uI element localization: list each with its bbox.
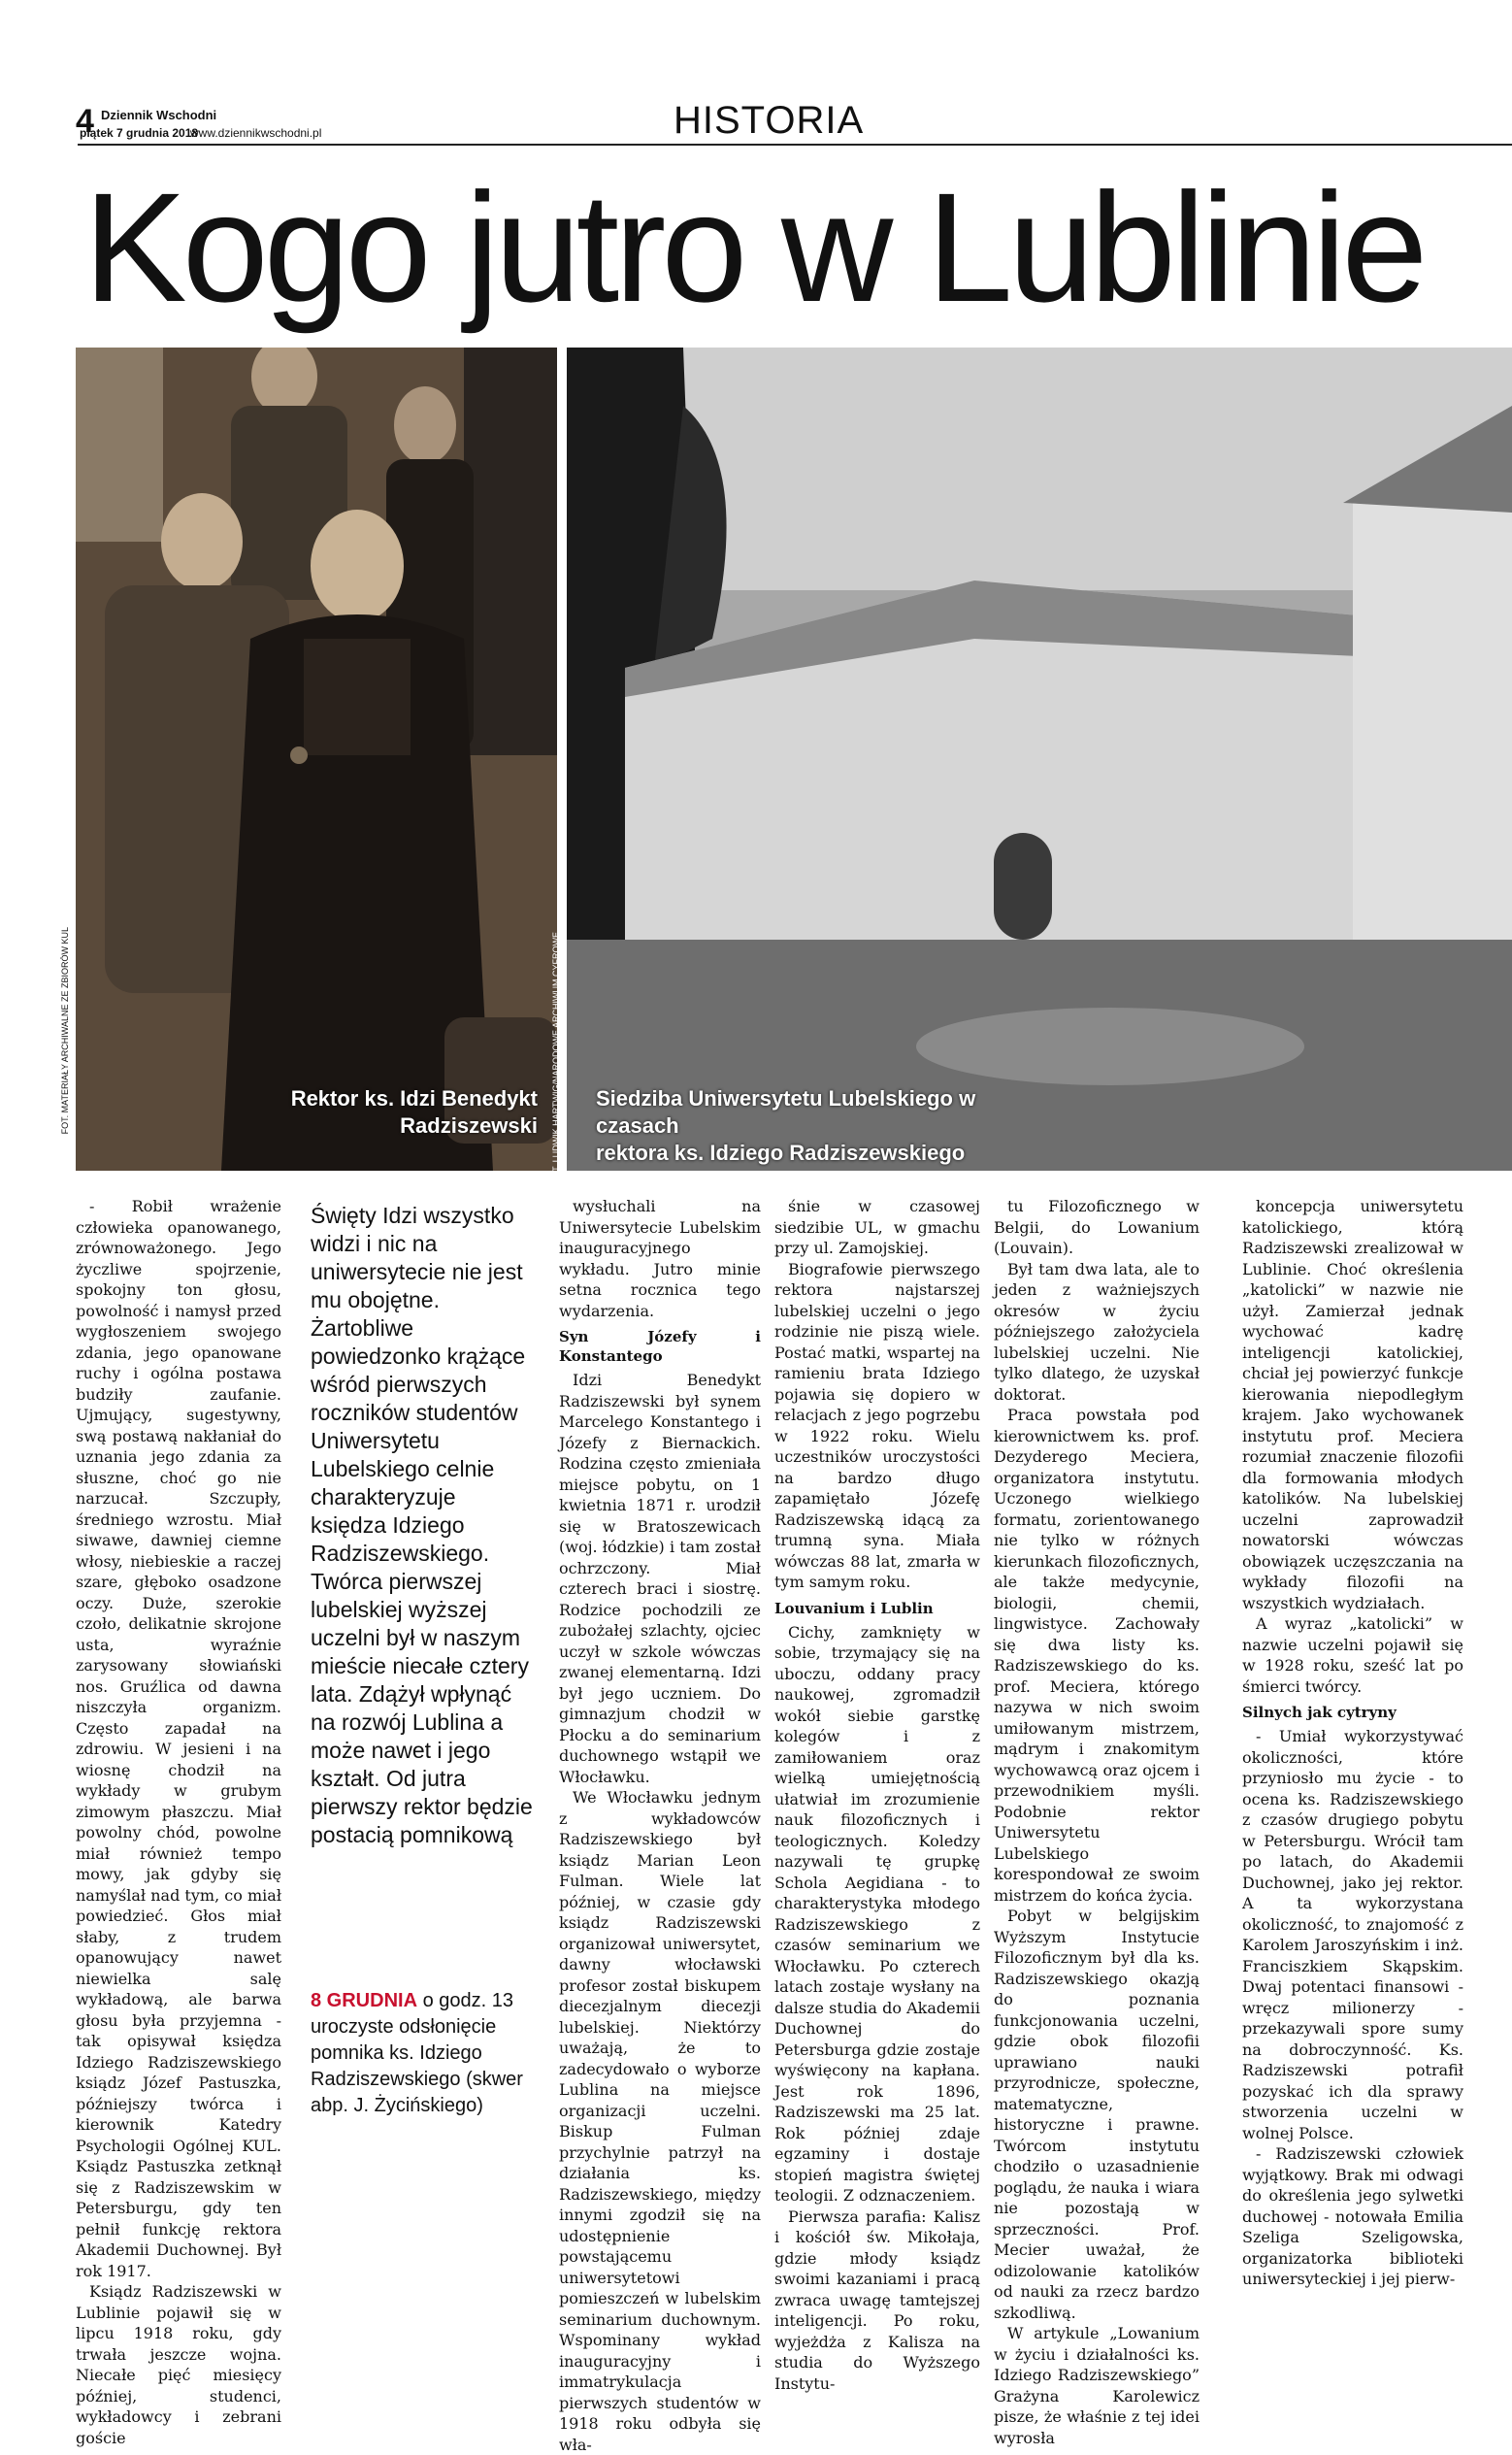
subheading: Syn Józefy i Konstantego	[559, 1328, 761, 1365]
right-caption-line2: rektora ks. Idziego Radziszewskiego	[596, 1141, 966, 1165]
paragraph: tu Filozoficznego w Belgii, do Lowanium (Louvain).	[994, 1197, 1200, 1257]
paragraph: - Umiał wykorzystywać okoliczności, które przyniosło mu życie - to ocena ks. Radziszewskiego z czasów drugiego pobytu w Petersburgu. Wrócił tam po latach, do Akademii Duchownej, jako jej rektor. A ta wykorzystana okoliczność, to znajomość z Karolem Jaroszyńskim i inż. Franciszkiem Skąpskim. Dwaj potentaci finansowi - wręcz milionerzy - przekazywali spore sumy na dobroczynność. Ks. Radziszewski potrafił pozyskać ich dla sprawy stworzenia uczelni w wolnej Polsce.	[1242, 1727, 1463, 2142]
paragraph: wysłuchali na Uniwersytecie Lubelskim inauguracyjnego wykładu. Jutro minie setna rocznica tego wydarzenia.	[559, 1197, 761, 1320]
subheading: Silnych jak cytryny	[1242, 1704, 1397, 1721]
paragraph: We Włocławku jednym z wykładowców Radziszewskiego był ksiądz Marian Leon Fulman. Wiele lat później, w czasie gdy ksiądz Radziszewski organizował uniwersytet, dawny włocławski profesor został biskupem diecezjalnym diecezji lubelskiej. Niektórzy uważają, że to zadecydowało o wyborze Lublina na miejsce organizacji uczelni. Biskup Fulman przychylnie patrzył na działania ks. Radziszewskiego, między innymi zgodził się na udostępnienie powstającemu uniwersytetowi pomieszczeń w lubelskim seminarium duchownym. Wspominany wykład inauguracyjny i immatrykulacja pierwszych studentów w 1918 roku odbyła się wła-	[559, 1788, 761, 2454]
left-photo-credit: FOT. MATERIAŁY ARCHIWALNE ZE ZBIORÓW KUL	[60, 927, 70, 1135]
left-caption-line1: Rektor ks. Idzi Benedykt	[290, 1086, 538, 1111]
university-building-photo	[567, 348, 1512, 1171]
paragraph: - Robił wrażenie człowieka opanowanego, zrównoważonego. Jego życzliwe spojrzenie, spokojny ton głosu, powolność i namysł przed wygłoszeniem swojego zdania, jego opanowane ruchy i ogólna postawa budziły zaufanie. Ujmujący, sugestywny, swą postawą nakłaniał do uznania jego zdania za słuszne, choć go nie narzucał. Szczupły, średniego wzrostu. Miał siwawe, dawniej ciemne włosy, niebieskie a raczej szare, głęboko osadzone oczy. Duże, szerokie czoło, delikatnie skrojone usta, wyraźnie zarysowany słowiański nos. Gruźlica od dawna niszczyła organizm. Często zapadał na zdrowiu. W jesieni i na wiosnę chodził na wykłady w grubym zimowym płaszczu. Miał powolny chód, powolne miał również tempo mowy, jak gdyby się namyślał nad tym, co miał powiedzieć. Głos miał słaby, z trudem opanowujący nawet niewielka salę wykładową, ale barwa głosu była przyjemna - tak opisywał księdza Idziego Radziszewskiego ksiądz Józef Pastuszka, późniejszy twórca i kierownik Katedry Psychologii Ogólnej KUL. Ksiądz Pastuszka zetknął się z Radziszewskim w Petersburgu, gdy ten pełnił funkcję rektora Akademii Duchownej. Był rok 1917.	[76, 1197, 281, 2280]
event-date: 8 GRUDNIA	[311, 1990, 418, 2011]
event-notice	[311, 1988, 543, 2119]
website-link[interactable]: www.dziennikwschodni.pl	[190, 126, 322, 140]
portrait-illustration	[76, 348, 557, 1171]
article-column-6	[1242, 1196, 1463, 2290]
event-text: o godz. 13 uroczyste odsłonięcie pomnika ks. Idziego Radziszewskiego (skwer abp. J. Życińskiego)	[311, 1990, 523, 2116]
article-column-5	[994, 1196, 1200, 2448]
paragraph: W artykule „Lowanium w życiu i działalności ks. Idziego Radziszewskiego” Grażyna Karolewicz pisze, że właśnie z tej idei wyrosła	[994, 2324, 1200, 2447]
publication-name: Dziennik Wschodni	[101, 108, 217, 122]
right-photo-credit: FOT. LUDWIK HARTWIG/NARODOWE ARCHIWUM CYFROWE	[551, 932, 561, 1184]
paragraph: Praca powstała pod kierownictwem ks. prof. Dezyderego Meciera, organizatora instytutu. Uczonego wielkiego formatu, zorientowanego nie tylko w różnych kierunkach filozoficznych, ale także medycynie, biologii, chemii, lingwistyce. Zachowały się dwa listy ks. Radziszewskiego do ks. prof. Meciera, którego nazywa w nich swoim umiłowanym mistrzem, mądrym i znakomitym wychowawcą oraz ojcem i przewodnikiem myśli. Podobnie rektor Uniwersytetu Lubelskiego korespondował ze swoim mistrzem do końca życia.	[994, 1406, 1200, 1905]
paragraph: Pobyt w belgijskim Wyższym Instytucie Filozoficznym był dla ks. Radziszewskiego okazją do poznania funkcjonowania uczelni, gdzie obok filozofii uprawiano nauki przyrodnicze, społeczne, matematyczne, historyczne i prawne. Twórcom instytutu chodziło o uzasadnienie poglądu, że nauka i wiara nie pozostają w sprzeczności. Prof. Mecier uważał, że odizolowanie katolików od nauki za rzecz bardzo szkodliwą.	[994, 1907, 1200, 2322]
header-rule	[78, 144, 1512, 146]
paragraph: - Radziszewski człowiek wyjątkowy. Brak mi odwagi do określenia jego sylwetki duchowej - notowała Emilia Szeliga Szeligowska, organizatorka biblioteki uniwersyteckiej i jej pierw-	[1242, 2144, 1463, 2288]
paragraph: Cichy, zamknięty w sobie, trzymający się na uboczu, oddany pracy naukowej, zgromadził wokół siebie garstkę kolegów i z zamiłowaniem oraz wielką umiejętnością ułatwiał im zrozumienie nauk filozoficznych i teologicznych. Koledzy nazywali tę grupkę Schola Aegidiana - to charakterystyka młodego Radziszewskiego z czasów seminarium we Włocławku. Po czterech latach zostaje wysłany na dalsze studia do Akademii Duchownej do Petersburga gdzie zostaje wyświęcony na kapłana. Jest rok 1896, Radziszewski ma 25 lat. Rok później zdaje egzaminy i dostaje stopień magistra świętej teologii. Z odznaczeniem.	[774, 1622, 980, 2205]
right-caption-line1: Siedziba Uniwersytetu Lubelskiego w czasach	[596, 1086, 976, 1138]
issue-date: piątek 7 grudnia 2018	[80, 126, 199, 140]
paragraph: Ksiądz Radziszewski w Lublinie pojawił się w lipcu 1918 roku, gdy trwała jeszcze wojna. Niecałe pięć miesięcy później, studenci, wykładowcy i zebrani goście	[76, 2282, 281, 2447]
left-photo-caption	[285, 1085, 538, 1140]
paragraph: Był tam dwa lata, ale to jeden z ważniejszych okresów w życiu późniejszego założyciela lubelskiej uczelni. Nie tylko dlatego, że uzyskał doktorat.	[994, 1259, 1200, 1404]
left-caption-line2: Radziszewski	[400, 1113, 538, 1138]
right-photo-caption	[596, 1085, 1023, 1167]
paragraph: Biografowie pierwszego rektora najstarszej lubelskiej uczelni o jego rodzinie nie piszą wiele. Postać matki, wspartej na ramieniu brata Idziego pojawia się dopiero w relacjach z jego pogrzebu w 1922 roku. Wielu uczestników uroczystości na bardzo długo zapamiętało Józefę Radziszewską idącą za trumną syna. Miała wówczas 88 lat, zmarła w tym samym roku.	[774, 1259, 980, 1591]
paragraph: Pierwsza parafia: Kalisz i kościół św. Mikołaja, gdzie młody ksiądz swoimi kazaniami i pracą zwraca uwagę tamtejszej inteligencji. Po roku, wyjeżdża z Kalisza na studia do Wyższego Instytu-	[774, 2206, 980, 2393]
headline: Kogo jutro w Lublinie	[83, 160, 1424, 334]
page-number: 4	[76, 103, 94, 140]
paragraph: koncepcja uniwersytetu katolickiego, którą Radziszewski zrealizował w Lublinie. Choć określenia „katolicki” w nazwie nie użył. Zamierzał jednak wychować kadrę inteligencji katolickiej, chciał jej powierzyć funkcje kierowania niepodległym krajem. Jako wychowanek instytutu prof. Meciera rozumiał znaczenie filozofii dla formowania młodych katolików. Na lubelskiej uczelni zaprowadził nowatorski wówczas obowiązek uczęszczania na wykłady filozofii na wszystkich wydziałach.	[1242, 1197, 1463, 1612]
lead-quote: Święty Idzi wszystko widzi i nic na uniwersytecie nie jest mu obojętne. Żartobliwe powiedzonko krążące wśród pierwszych roczników studentów Uniwersytetu Lubelskiego celnie charakteryzuje księdza Idziego Radziszewskiego. Twórca pierwszej lubelskiej wyższej uczelni był w naszym mieście niecałe cztery lata. Zdążył wpłynąć na rozwój Lublina a może nawet i jego kształt. Od jutra pierwszy rektor będzie postacią pomnikową	[311, 1203, 533, 1847]
paragraph: A wyraz „katolicki” w nazwie uczelni pojawił się w 1928 roku, sześć lat po śmierci twórcy.	[1242, 1614, 1463, 1696]
paragraph: śnie w czasowej siedzibie UL, w gmachu przy ul. Zamojskiej.	[774, 1197, 980, 1257]
section-title: HISTORIA	[674, 99, 865, 142]
paragraph: Idzi Benedykt Radziszewski był synem Marcelego Konstantego i Józefy z Biernackich. Rodzina często zmieniała miejsce pobytu, on 1 kwietnia 1871 r. urodził się w Bratoszewicach (woj. łódzkie) i tam został ochrzczony. Miał czterech braci i siostrę. Rodzice pochodzili ze zubożałej szlachty, ojciec uczył w szkole wówczas zwanej elementarną. Idzi był jego uczniem. Do gimnazjum chodził w Płocku a do seminarium duchownego wstąpił we Włocławku.	[559, 1371, 761, 1786]
subheading: Louvanium i Lublin	[774, 1599, 934, 1617]
article-column-3	[559, 1196, 761, 2455]
building-illustration	[567, 348, 1512, 1171]
article-column-1	[76, 1196, 281, 2448]
rector-portrait-photo	[76, 348, 557, 1171]
